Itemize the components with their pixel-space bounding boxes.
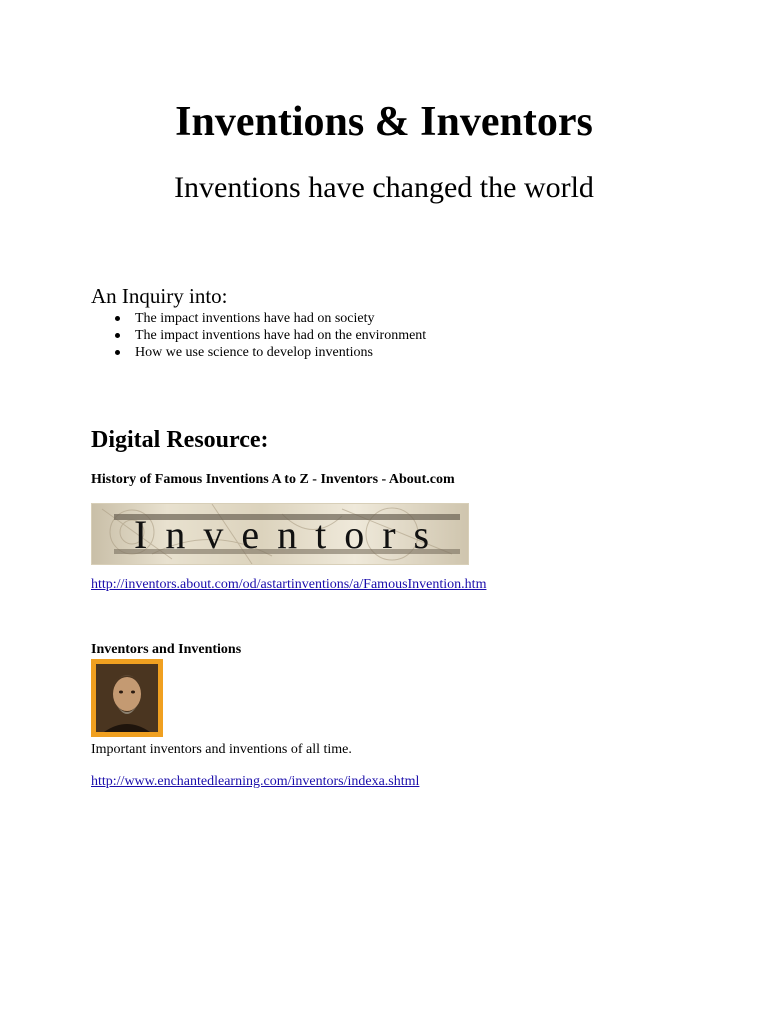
inquiry-item: The impact inventions have had on the environment	[91, 327, 426, 344]
page-title: Inventions & Inventors	[175, 99, 593, 145]
inventors-banner-image	[91, 503, 469, 565]
resource-description: Important inventors and inventions of all time.	[91, 742, 352, 757]
banner-text: Inventors	[134, 512, 448, 557]
inquiry-heading: An Inquiry into:	[91, 284, 228, 308]
inquiry-list	[91, 310, 426, 361]
inquiry-item: How we use science to develop inventions	[91, 344, 426, 361]
resource-title-about: History of Famous Inventions A to Z - Inventors - About.com	[91, 472, 455, 487]
about-inventions-link[interactable]: http://inventors.about.com/od/astartinventions/a/FamousInvention.htm	[91, 577, 487, 592]
resource-title-enchanted: Inventors and Inventions	[91, 642, 242, 657]
inquiry-item: The impact inventions have had on society	[91, 310, 426, 327]
digital-resource-heading: Digital Resource:	[91, 427, 269, 453]
enchanted-learning-link[interactable]: http://www.enchantedlearning.com/inventors/indexa.shtml	[91, 774, 420, 789]
page-subtitle: Inventions have changed the world	[174, 171, 594, 204]
inventor-portrait-image	[91, 659, 163, 737]
